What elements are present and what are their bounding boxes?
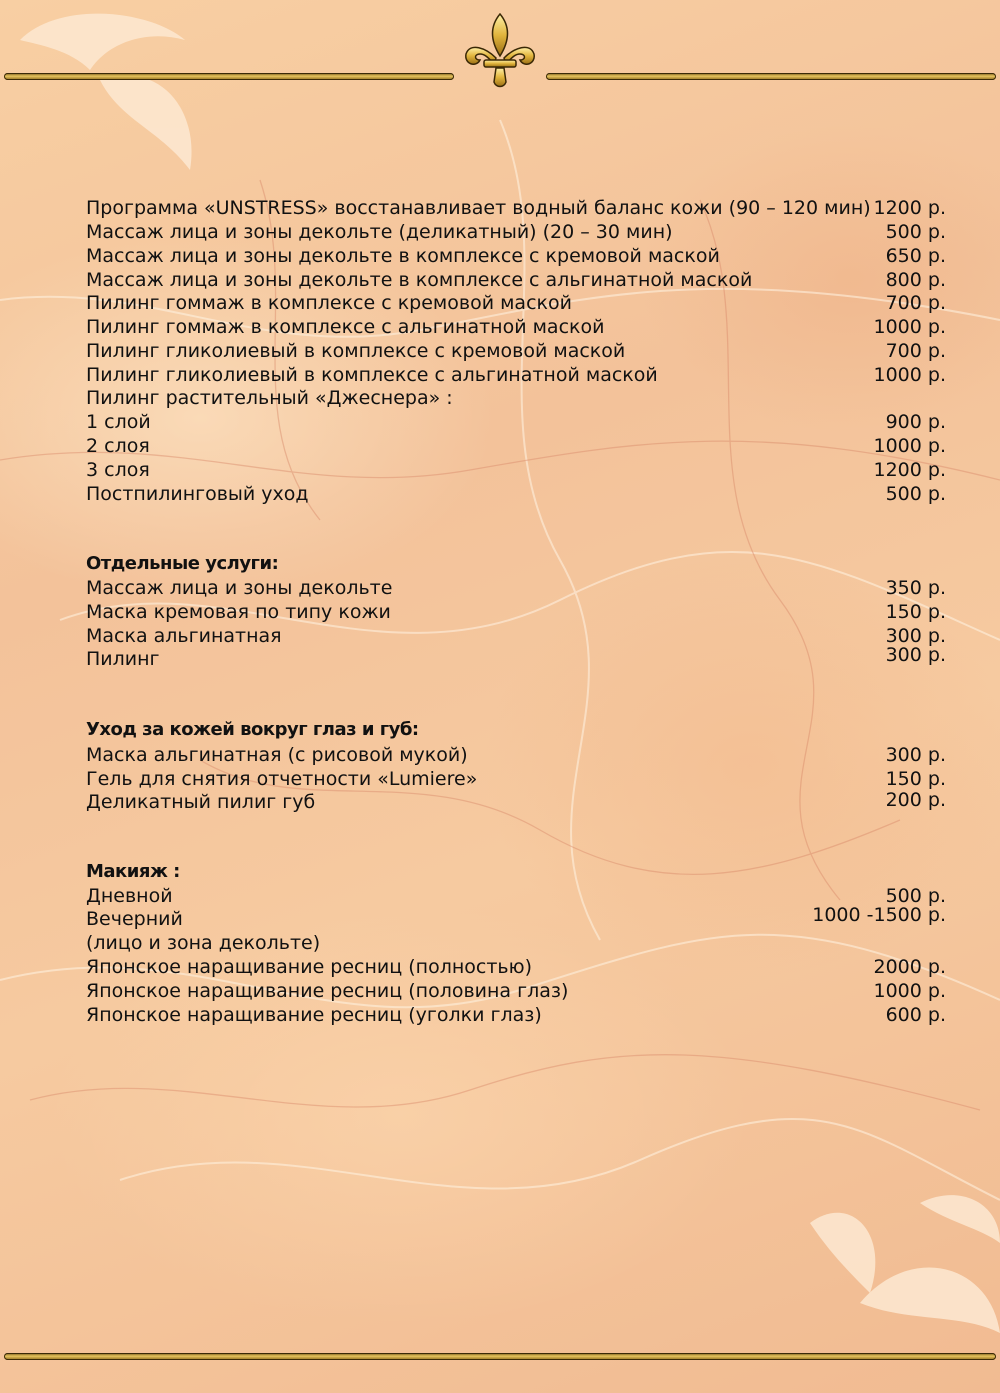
- service-row: [86, 1003, 946, 1027]
- service-row: [86, 220, 946, 244]
- service-row: [86, 339, 946, 363]
- service-row: [86, 291, 946, 315]
- corner-ornament-top-left: [0, 0, 200, 180]
- service-name: Программа «UNSTRESS» восстанавливает водный баланс кожи (90 – 120 мин): [86, 197, 871, 219]
- service-name: Деликатный пилиг губ: [86, 791, 316, 813]
- service-name: 1 слой: [86, 411, 151, 433]
- service-price: 1000 -1500 р.: [812, 904, 946, 926]
- service-name: (лицо и зона декольте): [86, 932, 321, 954]
- service-row: [86, 363, 946, 387]
- service-name: Постпилинговый уход: [86, 483, 309, 505]
- service-row: [86, 244, 946, 268]
- service-name: Массаж лица и зоны декольте в комплексе с кремовой маской: [86, 245, 720, 267]
- top-rule-right: [546, 73, 996, 80]
- service-price: 300 р.: [885, 625, 946, 647]
- service-price: 350 р.: [885, 577, 946, 599]
- service-price: 1000 р.: [873, 980, 946, 1002]
- fleur-de-lis-icon: [460, 12, 540, 90]
- service-price: 600 р.: [885, 1004, 946, 1026]
- service-row: [86, 410, 946, 434]
- service-row: [86, 315, 946, 339]
- service-name: 3 слоя: [86, 459, 150, 481]
- service-price: 900 р.: [885, 411, 946, 433]
- service-price: 300 р.: [885, 744, 946, 766]
- service-row: [86, 931, 946, 955]
- service-row: [86, 600, 946, 624]
- service-price: 200 р.: [885, 789, 946, 811]
- service-price: 500 р.: [885, 221, 946, 243]
- service-name: Японское наращивание ресниц (полностью): [86, 956, 533, 978]
- service-price: 1200 р.: [873, 197, 946, 219]
- service-name: Пилинг: [86, 648, 160, 670]
- section-heading-eyes: Уход за кожей вокруг глаз и губ:: [86, 719, 419, 740]
- section-heading-separate: Отдельные услуги:: [86, 553, 279, 574]
- service-row: [86, 576, 946, 600]
- service-price: 2000 р.: [873, 956, 946, 978]
- service-name: Маска альгинатная (с рисовой мукой): [86, 744, 468, 766]
- corner-ornament-bottom-right: [800, 1183, 1000, 1363]
- bottom-rule: [4, 1353, 996, 1360]
- service-name: Японское наращивание ресниц (половина глаз): [86, 980, 569, 1002]
- service-row: [86, 955, 946, 979]
- service-row: [86, 790, 946, 814]
- service-name: Пилинг растительный «Джеснера» :: [86, 387, 453, 409]
- section-heading-makeup: Макияж :: [86, 861, 180, 882]
- service-price: 500 р.: [885, 885, 946, 907]
- service-name: Маска кремовая по типу кожи: [86, 601, 391, 623]
- service-name: Пилинг гликолиевый в комплексе с альгинатной маской: [86, 364, 658, 386]
- service-price: 150 р.: [885, 601, 946, 623]
- service-name: Гель для снятия отчетности «Lumiere»: [86, 768, 478, 790]
- service-row: [86, 268, 946, 292]
- service-row: [86, 979, 946, 1003]
- service-name: Массаж лица и зоны декольте в комплексе с альгинатной маской: [86, 269, 753, 291]
- service-name: Пилинг гликолиевый в комплексе с кремовой маской: [86, 340, 626, 362]
- service-name: Массаж лица и зоны декольте: [86, 577, 393, 599]
- service-row: [86, 624, 946, 648]
- service-price: 700 р.: [885, 292, 946, 314]
- service-row: [86, 767, 946, 791]
- service-row: [86, 458, 946, 482]
- service-name: Японское наращивание ресниц (уголки глаз): [86, 1004, 542, 1026]
- service-price: 150 р.: [885, 768, 946, 790]
- service-row: [86, 482, 946, 506]
- service-name: Маска альгинатная: [86, 625, 282, 647]
- service-row: [86, 434, 946, 458]
- service-row: [86, 196, 946, 220]
- service-name: Пилинг гоммаж в комплексе с альгинатной маской: [86, 316, 605, 338]
- service-price: 800 р.: [885, 269, 946, 291]
- service-name: 2 слоя: [86, 435, 150, 457]
- service-price: 1000 р.: [873, 435, 946, 457]
- service-row: [86, 386, 946, 410]
- service-price: 500 р.: [885, 483, 946, 505]
- top-rule-left: [4, 73, 454, 80]
- service-row: [86, 904, 946, 931]
- service-name: Пилинг гоммаж в комплексе с кремовой маской: [86, 292, 572, 314]
- service-price: 1000 р.: [873, 364, 946, 386]
- service-name: Вечерний: [86, 908, 183, 930]
- service-name: Дневной: [86, 885, 173, 907]
- service-price: 300 р.: [885, 644, 946, 666]
- service-name: Массаж лица и зоны декольте (деликатный) (20 – 30 мин): [86, 221, 673, 243]
- service-price: 1200 р.: [873, 459, 946, 481]
- service-row: [86, 644, 946, 671]
- service-price: 1000 р.: [873, 316, 946, 338]
- service-row: [86, 743, 946, 767]
- service-price: 650 р.: [885, 245, 946, 267]
- service-price: 700 р.: [885, 340, 946, 362]
